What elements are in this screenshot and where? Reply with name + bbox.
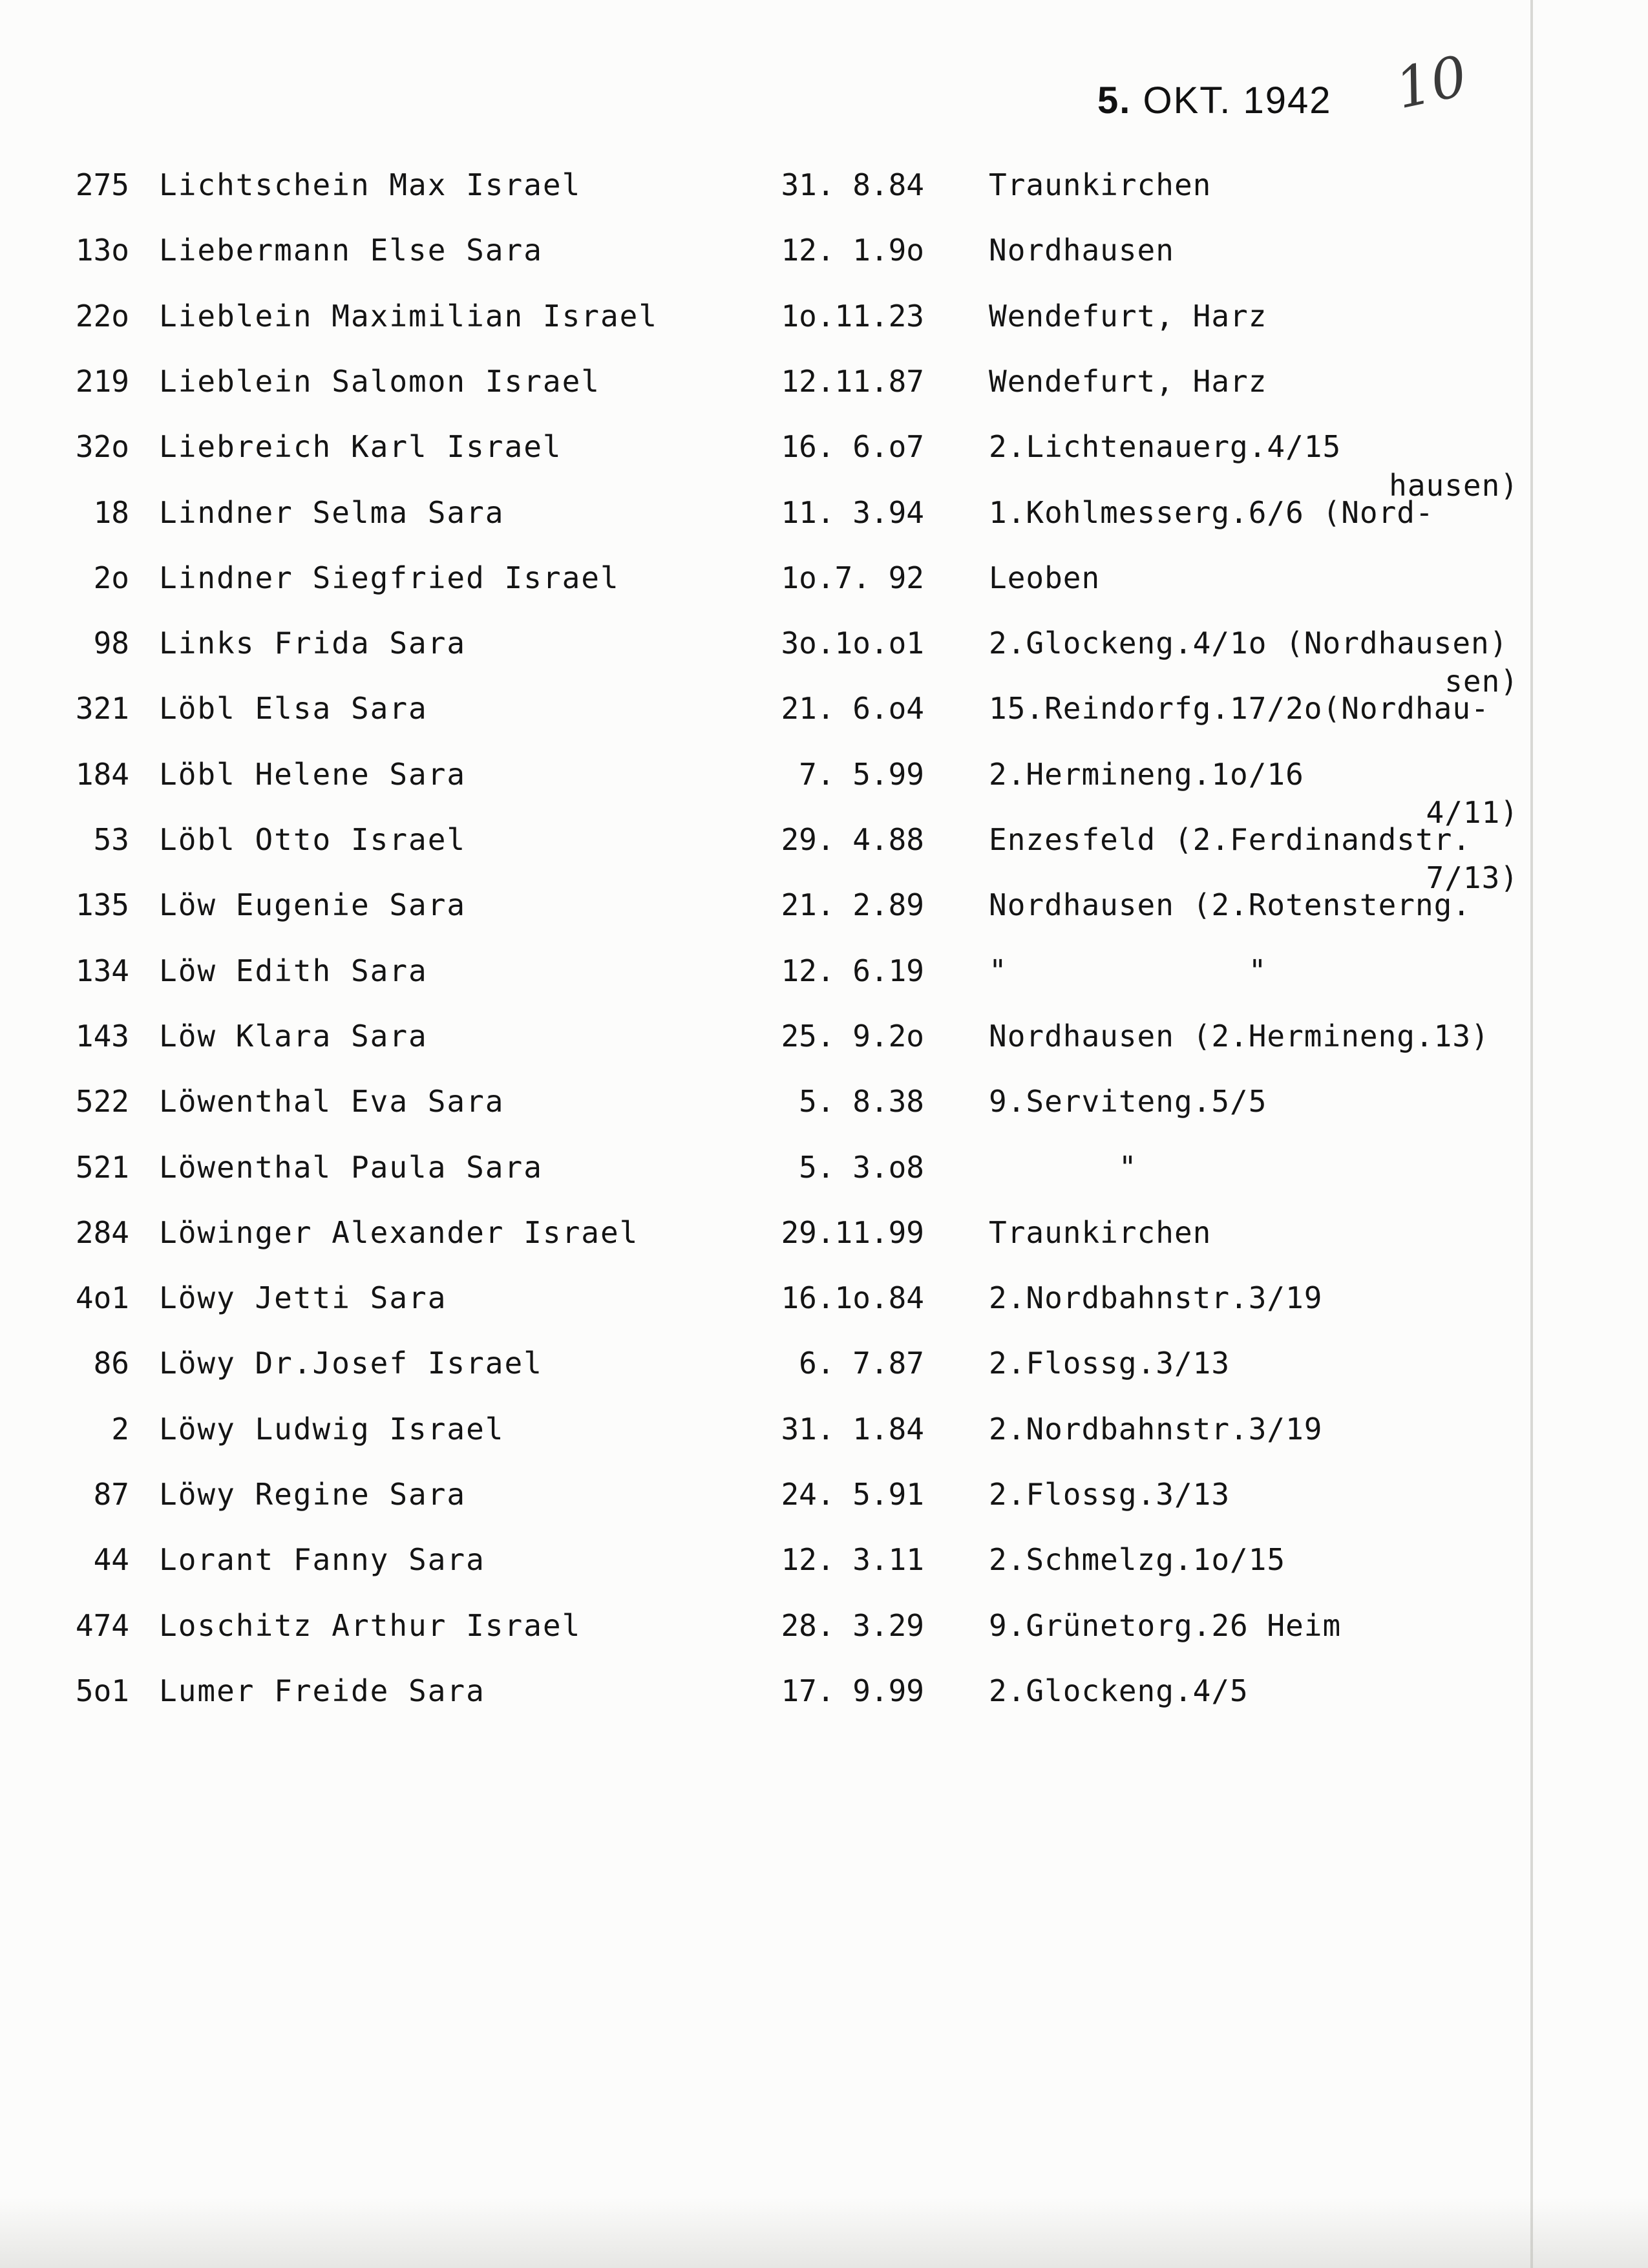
entry-address: Nordhausen [989, 233, 1174, 268]
stamp-month-year: OKT. 1942 [1143, 79, 1332, 122]
entry-number: 4o1 [75, 1280, 129, 1315]
list-item [0, 1148, 1648, 1206]
entry-address: 2.Hermineng.1o/16 [989, 757, 1304, 792]
entry-number: 87 [93, 1477, 129, 1512]
entry-number: 44 [93, 1542, 129, 1577]
entry-birthdate: 28. 3.29 [781, 1608, 924, 1643]
list-item [0, 231, 1648, 289]
list-item [0, 885, 1648, 944]
entry-address: Traunkirchen [989, 1215, 1212, 1250]
entry-number: 321 [75, 691, 129, 726]
entry-name: Löw Klara Sara [159, 1019, 428, 1054]
entry-address: Wendefurt, Harz [989, 299, 1267, 334]
entry-number: 143 [75, 1019, 129, 1054]
entry-name: Löbl Elsa Sara [159, 691, 428, 726]
entry-name: Lichtschein Max Israel [159, 167, 582, 202]
entry-number: 219 [75, 364, 129, 399]
scan-bottom-shadow [0, 2198, 1648, 2268]
entry-number: 2o [93, 560, 129, 595]
entry-address-continuation: 7/13) [1426, 860, 1519, 895]
entry-address: Leoben [989, 560, 1101, 595]
list-item [0, 558, 1648, 617]
entry-birthdate: 29. 4.88 [781, 822, 924, 857]
entry-birthdate: 1o.7. 92 [781, 560, 924, 595]
entry-address: " " [989, 953, 1267, 988]
entry-address-continuation: hausen) [1389, 468, 1519, 503]
entry-address: 2.Glockeng.4/1o (Nordhausen) [989, 626, 1508, 661]
entry-birthdate: 3o.1o.o1 [781, 626, 924, 661]
entry-number: 184 [75, 757, 129, 792]
entry-birthdate: 21. 6.o4 [781, 691, 924, 726]
entry-address: 9.Grünetorg.26 Heim [989, 1608, 1342, 1643]
entry-birthdate: 7. 5.99 [799, 757, 924, 792]
entry-number: 521 [75, 1150, 129, 1185]
entry-number: 2 [111, 1412, 129, 1447]
entry-birthdate: 12.11.87 [781, 364, 924, 399]
entry-birthdate: 5. 8.38 [799, 1084, 924, 1119]
entry-number: 86 [93, 1346, 129, 1381]
entry-name: Lindner Selma Sara [159, 495, 505, 530]
list-item [0, 297, 1648, 355]
entry-address: 2.Schmelzg.1o/15 [989, 1542, 1286, 1577]
entry-address: 2.Nordbahnstr.3/19 [989, 1280, 1323, 1315]
entry-name: Löwinger Alexander Israel [159, 1215, 639, 1250]
entry-birthdate: 11. 3.94 [781, 495, 924, 530]
entry-number: 22o [75, 299, 129, 334]
entry-name: Löwenthal Paula Sara [159, 1150, 543, 1185]
entry-birthdate: 16. 6.o7 [781, 429, 924, 464]
entry-address: 15.Reindorfg.17/2o(Nordhau- [989, 691, 1490, 726]
list-item [0, 1017, 1648, 1075]
list-item [0, 1082, 1648, 1140]
list-item [0, 1344, 1648, 1402]
entry-birthdate: 29.11.99 [781, 1215, 924, 1250]
entry-birthdate: 21. 2.89 [781, 887, 924, 922]
entry-name: Löbl Otto Israel [159, 822, 467, 857]
entry-address: Nordhausen (2.Hermineng.13) [989, 1019, 1490, 1054]
entry-address: 2.Glockeng.4/5 [989, 1673, 1249, 1708]
entry-name: Liebermann Else Sara [159, 233, 543, 268]
entry-address: " [989, 1150, 1137, 1185]
entry-number: 18 [93, 495, 129, 530]
entry-birthdate: 31. 8.84 [781, 167, 924, 202]
stamp-day: 5. [1097, 79, 1132, 122]
entry-number: 32o [75, 429, 129, 464]
entry-number: 98 [93, 626, 129, 661]
entry-birthdate: 17. 9.99 [781, 1673, 924, 1708]
entry-number: 53 [93, 822, 129, 857]
list-item [0, 1410, 1648, 1468]
entry-address: Wendefurt, Harz [989, 364, 1267, 399]
entry-name: Lorant Fanny Sara [159, 1542, 485, 1577]
entry-name: Löwy Regine Sara [159, 1477, 467, 1512]
entry-name: Lumer Freide Sara [159, 1673, 485, 1708]
entry-address: Nordhausen (2.Rotensterng. [989, 887, 1472, 922]
entry-name: Lindner Siegfried Israel [159, 560, 620, 595]
entry-number: 522 [75, 1084, 129, 1119]
list-item [0, 1540, 1648, 1598]
entry-number: 284 [75, 1215, 129, 1250]
entry-name: Löwy Dr.Josef Israel [159, 1346, 543, 1381]
entry-name: Lieblein Salomon Israel [159, 364, 600, 399]
entry-name: Löwy Jetti Sara [159, 1280, 447, 1315]
list-item [0, 755, 1648, 813]
list-item [0, 1475, 1648, 1533]
entry-name: Löw Eugenie Sara [159, 887, 467, 922]
entry-birthdate: 16.1o.84 [781, 1280, 924, 1315]
entry-birthdate: 24. 5.91 [781, 1477, 924, 1512]
handwritten-page-number: 10 [1389, 43, 1473, 122]
entry-birthdate: 31. 1.84 [781, 1412, 924, 1447]
entry-name: Loschitz Arthur Israel [159, 1608, 582, 1643]
entry-birthdate: 12. 3.11 [781, 1542, 924, 1577]
entry-name: Löwy Ludwig Israel [159, 1412, 505, 1447]
entry-address: 2.Flossg.3/13 [989, 1346, 1231, 1381]
list-item [0, 1213, 1648, 1271]
list-item [0, 1278, 1648, 1337]
entry-address: 9.Serviteng.5/5 [989, 1084, 1267, 1119]
entry-name: Löw Edith Sara [159, 953, 428, 988]
entry-address-continuation: sen) [1444, 664, 1519, 699]
list-item [0, 362, 1648, 420]
entry-birthdate: 12. 6.19 [781, 953, 924, 988]
list-item [0, 1606, 1648, 1664]
entry-birthdate: 12. 1.9o [781, 233, 924, 268]
entry-number: 135 [75, 887, 129, 922]
list-item [0, 951, 1648, 1010]
entry-birthdate: 5. 3.o8 [799, 1150, 924, 1185]
entry-address: 2.Lichtenauerg.4/15 [989, 429, 1342, 464]
entry-name: Löwenthal Eva Sara [159, 1084, 505, 1119]
list-item [0, 165, 1648, 224]
entry-address: 2.Flossg.3/13 [989, 1477, 1231, 1512]
entry-name: Liebreich Karl Israel [159, 429, 562, 464]
entry-address: 2.Nordbahnstr.3/19 [989, 1412, 1323, 1447]
entry-number: 474 [75, 1608, 129, 1643]
entry-address: Traunkirchen [989, 167, 1212, 202]
date-stamp [1097, 79, 1332, 122]
entry-birthdate: 6. 7.87 [799, 1346, 924, 1381]
entry-name: Löbl Helene Sara [159, 757, 467, 792]
entry-name: Links Frida Sara [159, 626, 467, 661]
list-item [0, 689, 1648, 747]
entry-name: Lieblein Maximilian Israel [159, 299, 659, 334]
list-item [0, 624, 1648, 682]
entry-number: 13o [75, 233, 129, 268]
entry-birthdate: 25. 9.2o [781, 1019, 924, 1054]
entry-number: 275 [75, 167, 129, 202]
entry-address: Enzesfeld (2.Ferdinandstr. [989, 822, 1472, 857]
list-item [0, 1671, 1648, 1730]
entry-number: 5o1 [75, 1673, 129, 1708]
entry-address-continuation: 4/11) [1426, 795, 1519, 830]
list-item [0, 820, 1648, 878]
entry-address: 1.Kohlmesserg.6/6 (Nord- [989, 495, 1434, 530]
entry-birthdate: 1o.11.23 [781, 299, 924, 334]
entry-number: 134 [75, 953, 129, 988]
